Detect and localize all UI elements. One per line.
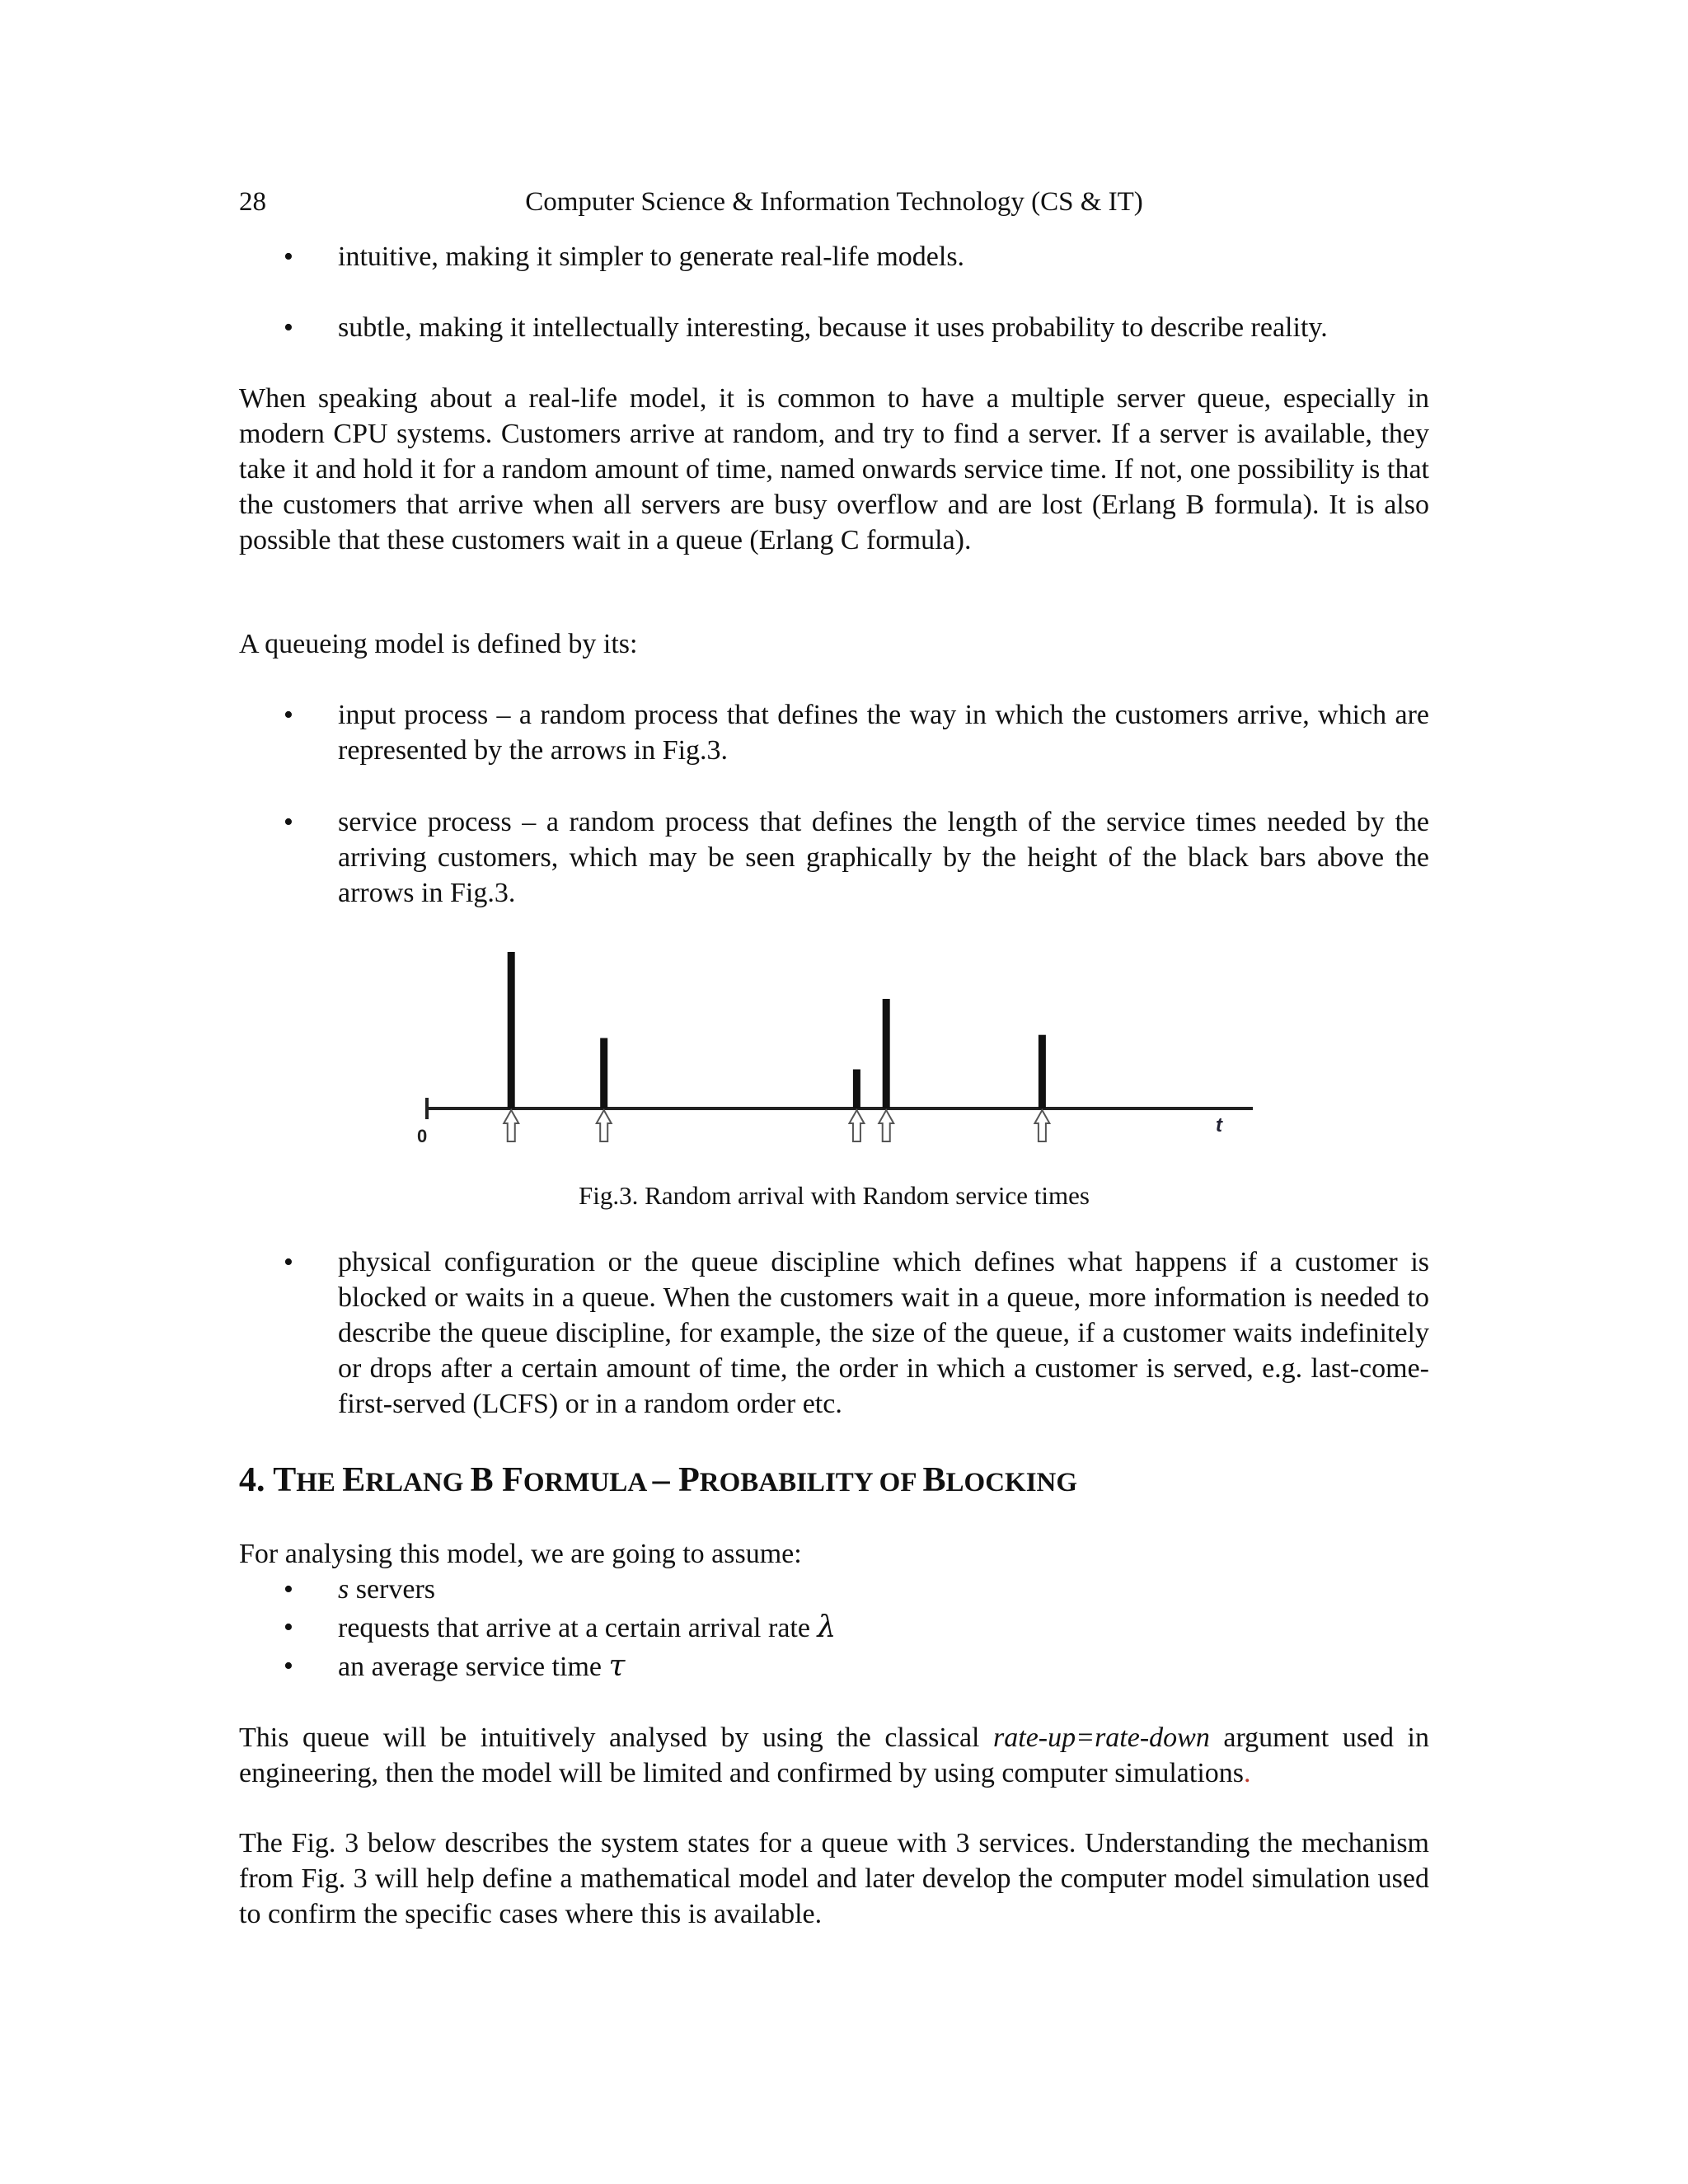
arrival-arrow-3 [849,1110,864,1141]
arrival-arrow-2 [597,1110,612,1141]
origin-label: 0 [417,1126,428,1146]
service-time-bar-3 [853,1070,860,1109]
figure-caption: Fig.3. Random arrival with Random service times [579,1181,1090,1210]
paragraph-rate-argument: This queue will be intuitively analysed by using the classical rate-up=rate-down argument used in engineering, then the model will be limited and confirmed by using computer simulations. [239,1722,1429,1788]
bullet-text: intuitive, making it simpler to generate real-life models. [338,241,965,272]
paragraph-real-life-model: When speaking about a real-life model, it is common to have a multiple server queue, especially in modern CPU systems. Customers arrive at random, and try to find a server. If a server is available, they take it and hold it for a random amount of time, named onwards service time. If not, one possibility is that the customers that arrive when all servers are busy overflow and are lost (Erlang B formula). It is also possible that these customers wait in a queue (Erlang C formula). [239,383,1429,555]
service-time-bar-4 [883,999,890,1108]
bullet-text: service process – a random process that defines the length of the service times needed by the arriving customers, which may be seen graphically by the height of the black bars above the arrows in Fig.3. [338,807,1429,908]
arrival-arrow-5 [1034,1110,1049,1141]
arrival-arrow-1 [504,1110,518,1141]
bullet-dot: • [284,1247,293,1277]
page-number: 28 [239,187,266,217]
paragraph-model-definition: A queueing model is defined by its: [239,629,638,659]
figure-random-arrivals [404,940,1278,1179]
bullet-dot: • [284,1574,293,1605]
section-title-text: THE ERLANG B FORMULA – PROBABILITY OF BLOCKING [273,1461,1078,1499]
bullet-text: subtle, making it intellectually interesting, because it uses probability to describe reality. [338,312,1328,343]
bullet-text: an average service time τ [338,1649,626,1683]
page-header [239,185,1429,220]
running-title: Computer Science & Information Technology (CS & IT) [525,187,1143,217]
bullet-text: input process – a random process that defines the way in which the customers arrive, which are represented by the arrows in Fig.3. [338,700,1429,766]
arrival-chart [404,940,1278,1179]
section-heading [239,1459,1429,1504]
time-axis-label: t [1216,1114,1222,1137]
bullet-text: physical configuration or the queue discipline which defines what happens if a customer is blocked or waits in a queue. When the customers wait in a queue, more information is needed to describe the queue discipline, for example, the size of the queue, if a customer waits indefinitely or drops after a certain amount of time, the order in which a customer is served, e.g. last-come-first-served (LCFS) or in a random order etc. [338,1247,1429,1419]
lambda-symbol: λ [817,1610,837,1644]
bullet-dot: • [284,1651,293,1681]
service-time-bar-1 [508,952,515,1108]
bullet-dot: • [284,241,293,272]
bullet-dot: • [284,1612,293,1643]
bullet-dot: • [284,807,293,837]
paragraph-fig3-description: The Fig. 3 below describes the system states for a queue with 3 services. Understanding the mechanism from Fig. 3 will help define a mathematical model and later develop the computer model simulation used to confirm the specific cases where this is available. [239,1828,1429,1929]
paragraph-assumptions-intro: For analysing this model, we are going to assume: [239,1539,802,1569]
bullet-dot: • [284,312,293,343]
arrival-arrow-4 [879,1110,893,1141]
tau-symbol: τ [608,1649,626,1683]
bullet-text: s servers [338,1574,436,1605]
section-number: 4. [239,1461,265,1499]
service-time-bar-5 [1039,1035,1046,1108]
bullet-dot: • [284,700,293,730]
service-time-bar-2 [600,1038,607,1109]
bullet-text: requests that arrive at a certain arrival rate λ [338,1610,837,1644]
